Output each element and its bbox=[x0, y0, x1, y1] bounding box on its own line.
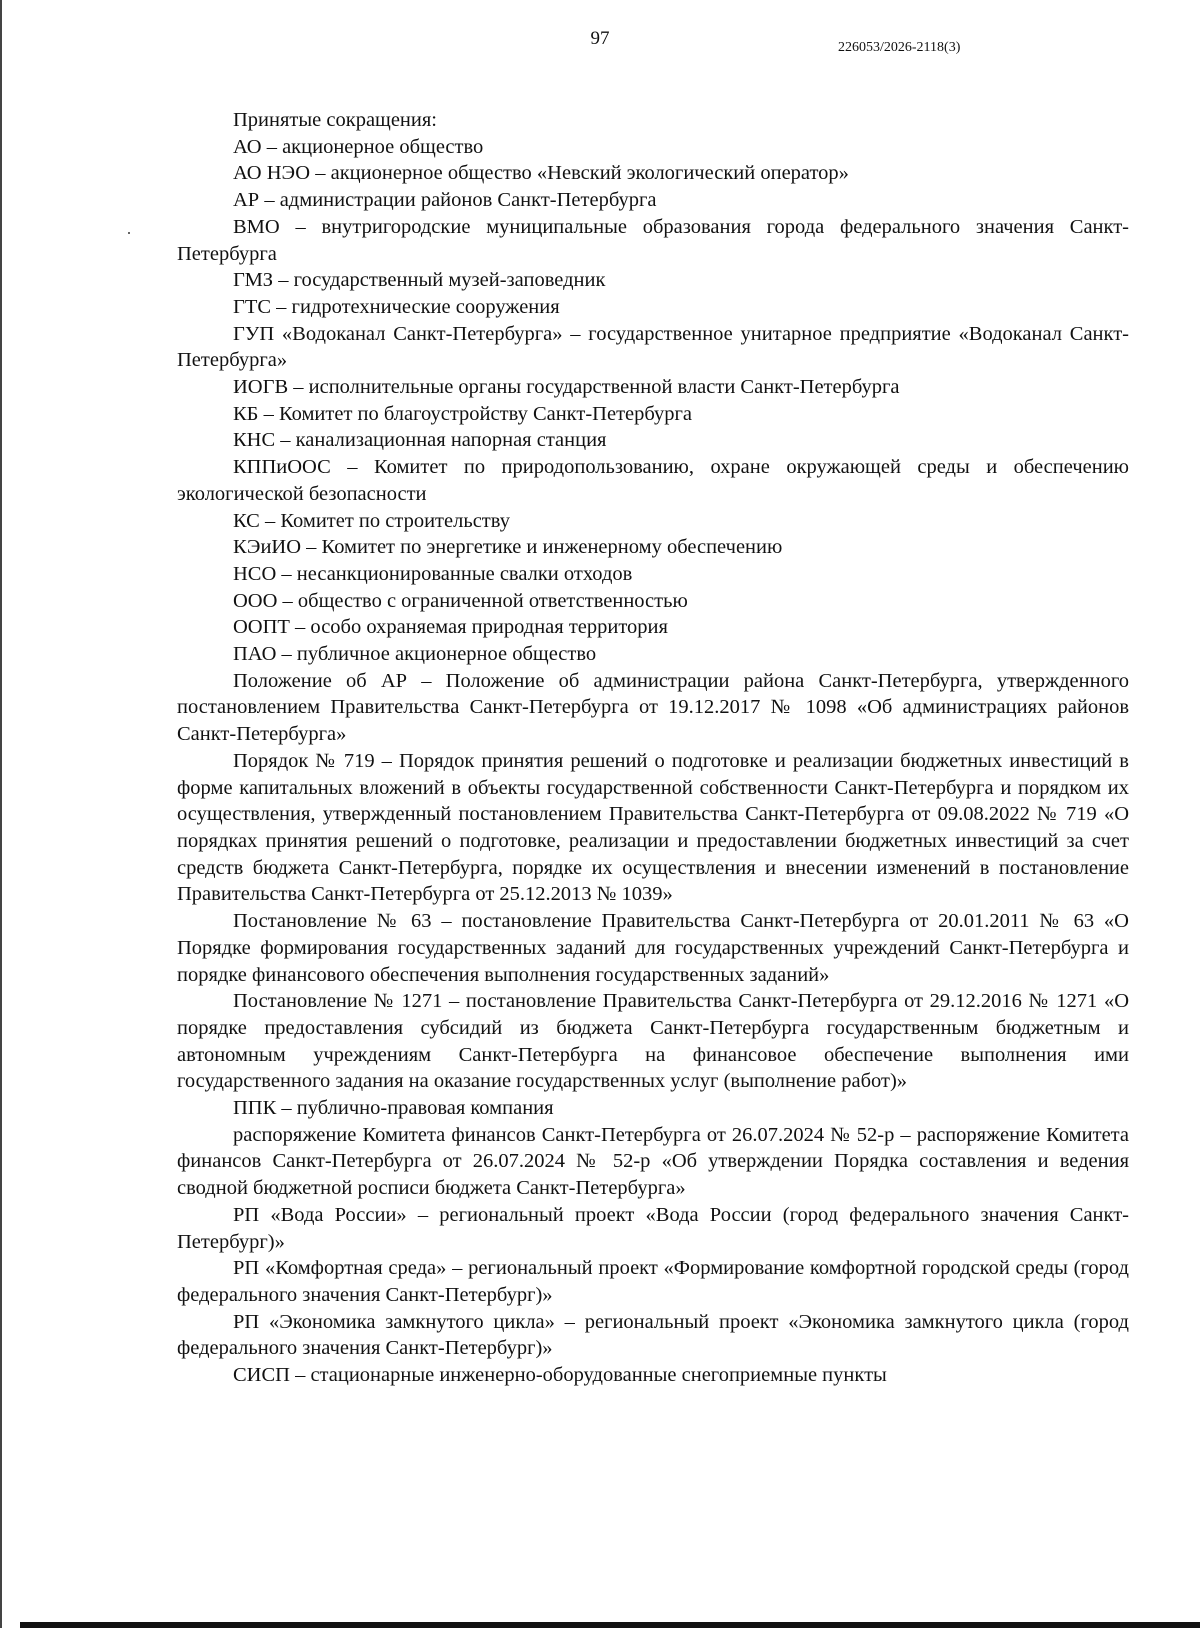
abbreviation-entry: РП «Экономика замкнутого цикла» – региональный проект «Экономика замкнутого цикла (город федерального значения Санкт-Петербург)» bbox=[177, 1310, 1129, 1360]
abbreviation-entry: КБ – Комитет по благоустройству Санкт-Петербурга bbox=[233, 402, 693, 425]
abbreviation-entry: АР – администрации районов Санкт-Петербурга bbox=[233, 189, 657, 212]
abbreviation-entry: Порядок № 719 – Порядок принятия решений о подготовке и реализации бюджетных инвестиций в форме капитальных вложений в объекты государственной собственности Санкт-Петербурга и порядком их осуществления, утвержденный постановлением Правительства Санкт-Петербурга от 09.08.2022 № 719 «О порядках принятия решений о подготовке, реализации и предоставлении бюджетных инвестиций за счет средств бюджета Санкт-Петербурга, порядке их осуществления и внесении изменений в постановление Правительства Санкт-Петербурга от 25.12.2013 № 1039» bbox=[177, 749, 1129, 906]
abbreviation-entry: ООО – общество с ограниченной ответственностью bbox=[233, 589, 688, 612]
abbreviation-entry: КНС – канализационная напорная станция bbox=[233, 429, 607, 452]
abbreviation-entry: КЭиИО – Комитет по энергетике и инженерному обеспечению bbox=[233, 536, 783, 559]
abbreviation-entry: ППК – публично-правовая компания bbox=[233, 1097, 554, 1120]
abbreviations-list bbox=[177, 134, 1129, 1389]
abbreviation-entry: ГУП «Водоканал Санкт-Петербурга» – государственное унитарное предприятие «Водоканал Санкт-Петербурга» bbox=[177, 322, 1129, 372]
section-heading: Принятые сокращения: bbox=[233, 109, 437, 131]
abbreviation-entry: КППиООС – Комитет по природопользованию, охране окружающей среды и обеспечению экологической безопасности bbox=[177, 456, 1129, 505]
abbreviation-entry: РП «Вода России» – региональный проект «Вода России (город федерального значения Санкт-Петербург)» bbox=[177, 1203, 1129, 1253]
abbreviations-section bbox=[177, 107, 1129, 1389]
abbreviation-entry: Постановление № 63 – постановление Правительства Санкт-Петербурга от 20.01.2011 № 63 «О Порядке формирования государственных заданий для государственных учреждений Санкт-Петербурга и порядке финансового обеспечения выполнения государственных заданий» bbox=[177, 910, 1129, 986]
document-id: 226053/2026-2118(3) bbox=[838, 40, 961, 55]
page-number: 97 bbox=[590, 28, 610, 49]
abbreviation-entry: КС – Комитет по строительству bbox=[233, 509, 510, 532]
abbreviation-entry: РП «Комфортная среда» – региональный проект «Формирование комфортной городской среды (город федерального значения Санкт-Петербург)» bbox=[177, 1257, 1129, 1306]
abbreviation-entry: АО НЭО – акционерное общество «Невский экологический оператор» bbox=[233, 162, 849, 185]
abbreviation-entry: ООПТ – особо охраняемая природная территория bbox=[233, 616, 668, 639]
scan-speck bbox=[128, 232, 130, 234]
abbreviation-entry: ПАО – публичное акционерное общество bbox=[233, 643, 597, 666]
abbreviation-entry: распоряжение Комитета финансов Санкт-Петербурга от 26.07.2024 № 52-р – распоряжение Комитета финансов Санкт-Петербурга от 26.07.2024 № 52-р «Об утверждении Порядка составления и ведения сводной бюджетной росписи бюджета Санкт-Петербурга» bbox=[177, 1123, 1129, 1200]
abbreviation-entry: ВМО – внутригородские муниципальные образования города федерального значения Санкт-Петербурга bbox=[177, 215, 1129, 265]
abbreviation-entry: Постановление № 1271 – постановление Правительства Санкт-Петербурга от 29.12.2016 № 1271 «О порядке предоставления субсидий из бюджета Санкт-Петербурга государственным бюджетным и автономным учреждениям Санкт-Петербурга на финансовое обеспечение выполнения ими государственного задания на оказание государственных услуг (выполнение работ)» bbox=[177, 990, 1129, 1093]
abbreviation-entry: ГМЗ – государственный музей-заповедник bbox=[233, 269, 606, 292]
abbreviation-entry: ИОГВ – исполнительные органы государственной власти Санкт-Петербурга bbox=[233, 376, 900, 399]
abbreviation-entry: СИСП – стационарные инженерно-оборудованные снегоприемные пункты bbox=[233, 1364, 887, 1387]
abbreviation-entry: АО – акционерное общество bbox=[233, 135, 484, 158]
scan-bottom-edge bbox=[20, 1622, 1200, 1628]
abbreviation-entry: НСО – несанкционированные свалки отходов bbox=[233, 562, 633, 585]
abbreviation-entry: Положение об АР – Положение об администрации района Санкт-Петербурга, утвержденного постановлением Правительства Санкт-Петербурга от 19.12.2017 № 1098 «Об администрациях районов Санкт-Петербурга» bbox=[177, 669, 1129, 746]
abbreviation-entry: ГТС – гидротехнические сооружения bbox=[233, 295, 560, 318]
scan-left-edge bbox=[0, 0, 2, 1628]
